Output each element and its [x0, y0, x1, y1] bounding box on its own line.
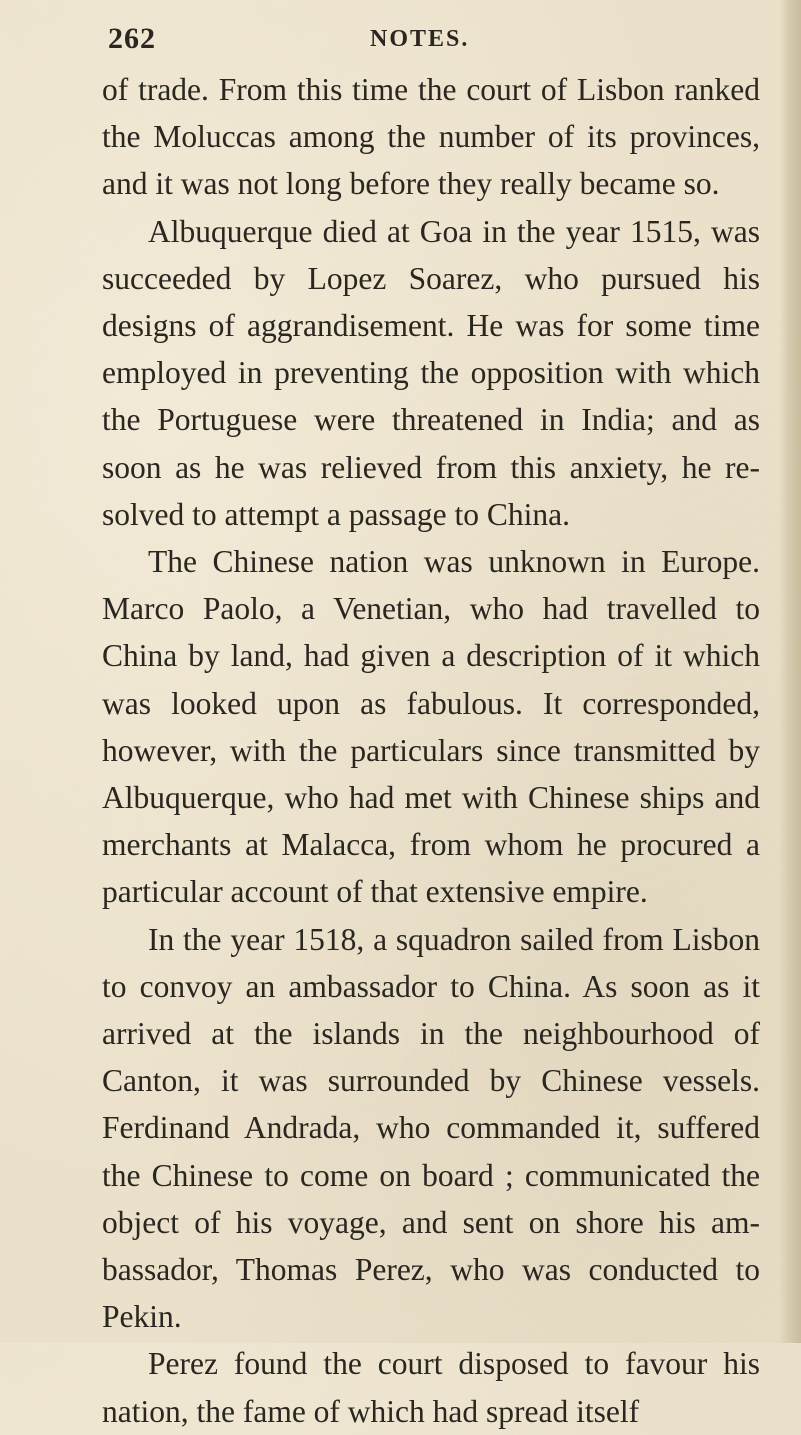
paragraph-5: Perez found the court disposed to favour his nation, the fame of which had spread itself: [102, 1346, 760, 1429]
paragraph-4: In the year 1518, a squadron sailed from Lisbon to convoy an ambassador to China. As soon as it arrived at the islands in the neighbourhood of Canton, it was surrounded by Chinese vessels. Ferdinand Andrada, who commanded it, suffered the Chinese to come on board ; communicated the object of his voyage, and sent on shore his ambassador, Thomas Perez, who was conducted to Pekin.: [102, 921, 760, 1335]
paragraph-1: of trade. From this time the court of Lisbon ranked the Moluccas among the number of its provinces, and it was not long before they really became so.: [102, 72, 760, 202]
body-text: [102, 66, 760, 1435]
page-header: [108, 22, 668, 62]
page-number: 262: [108, 22, 156, 55]
paragraph-2: Albuquerque died at Goa in the year 1515, was succeeded by Lopez Soarez, who pursued his designs of aggrandisement. He was for some time employed in preventing the opposition with which the Portuguese were threatened in India; and as soon as he was relieved from this anxiety, he resolved to attempt a passage to China.: [102, 213, 760, 532]
page-edge-shadow: [779, 0, 801, 1343]
running-head: NOTES.: [370, 26, 470, 52]
paragraph-3: The Chinese nation was unknown in Europe. Marco Paolo, a Venetian, who had travelled to China by land, had given a description of it which was looked upon as fabulous. It corresponded, however, with the particulars since transmitted by Albuquerque, who had met with Chinese ships and merchants at Malacca, from whom he procured a particular account of that extensive empire.: [102, 544, 760, 910]
